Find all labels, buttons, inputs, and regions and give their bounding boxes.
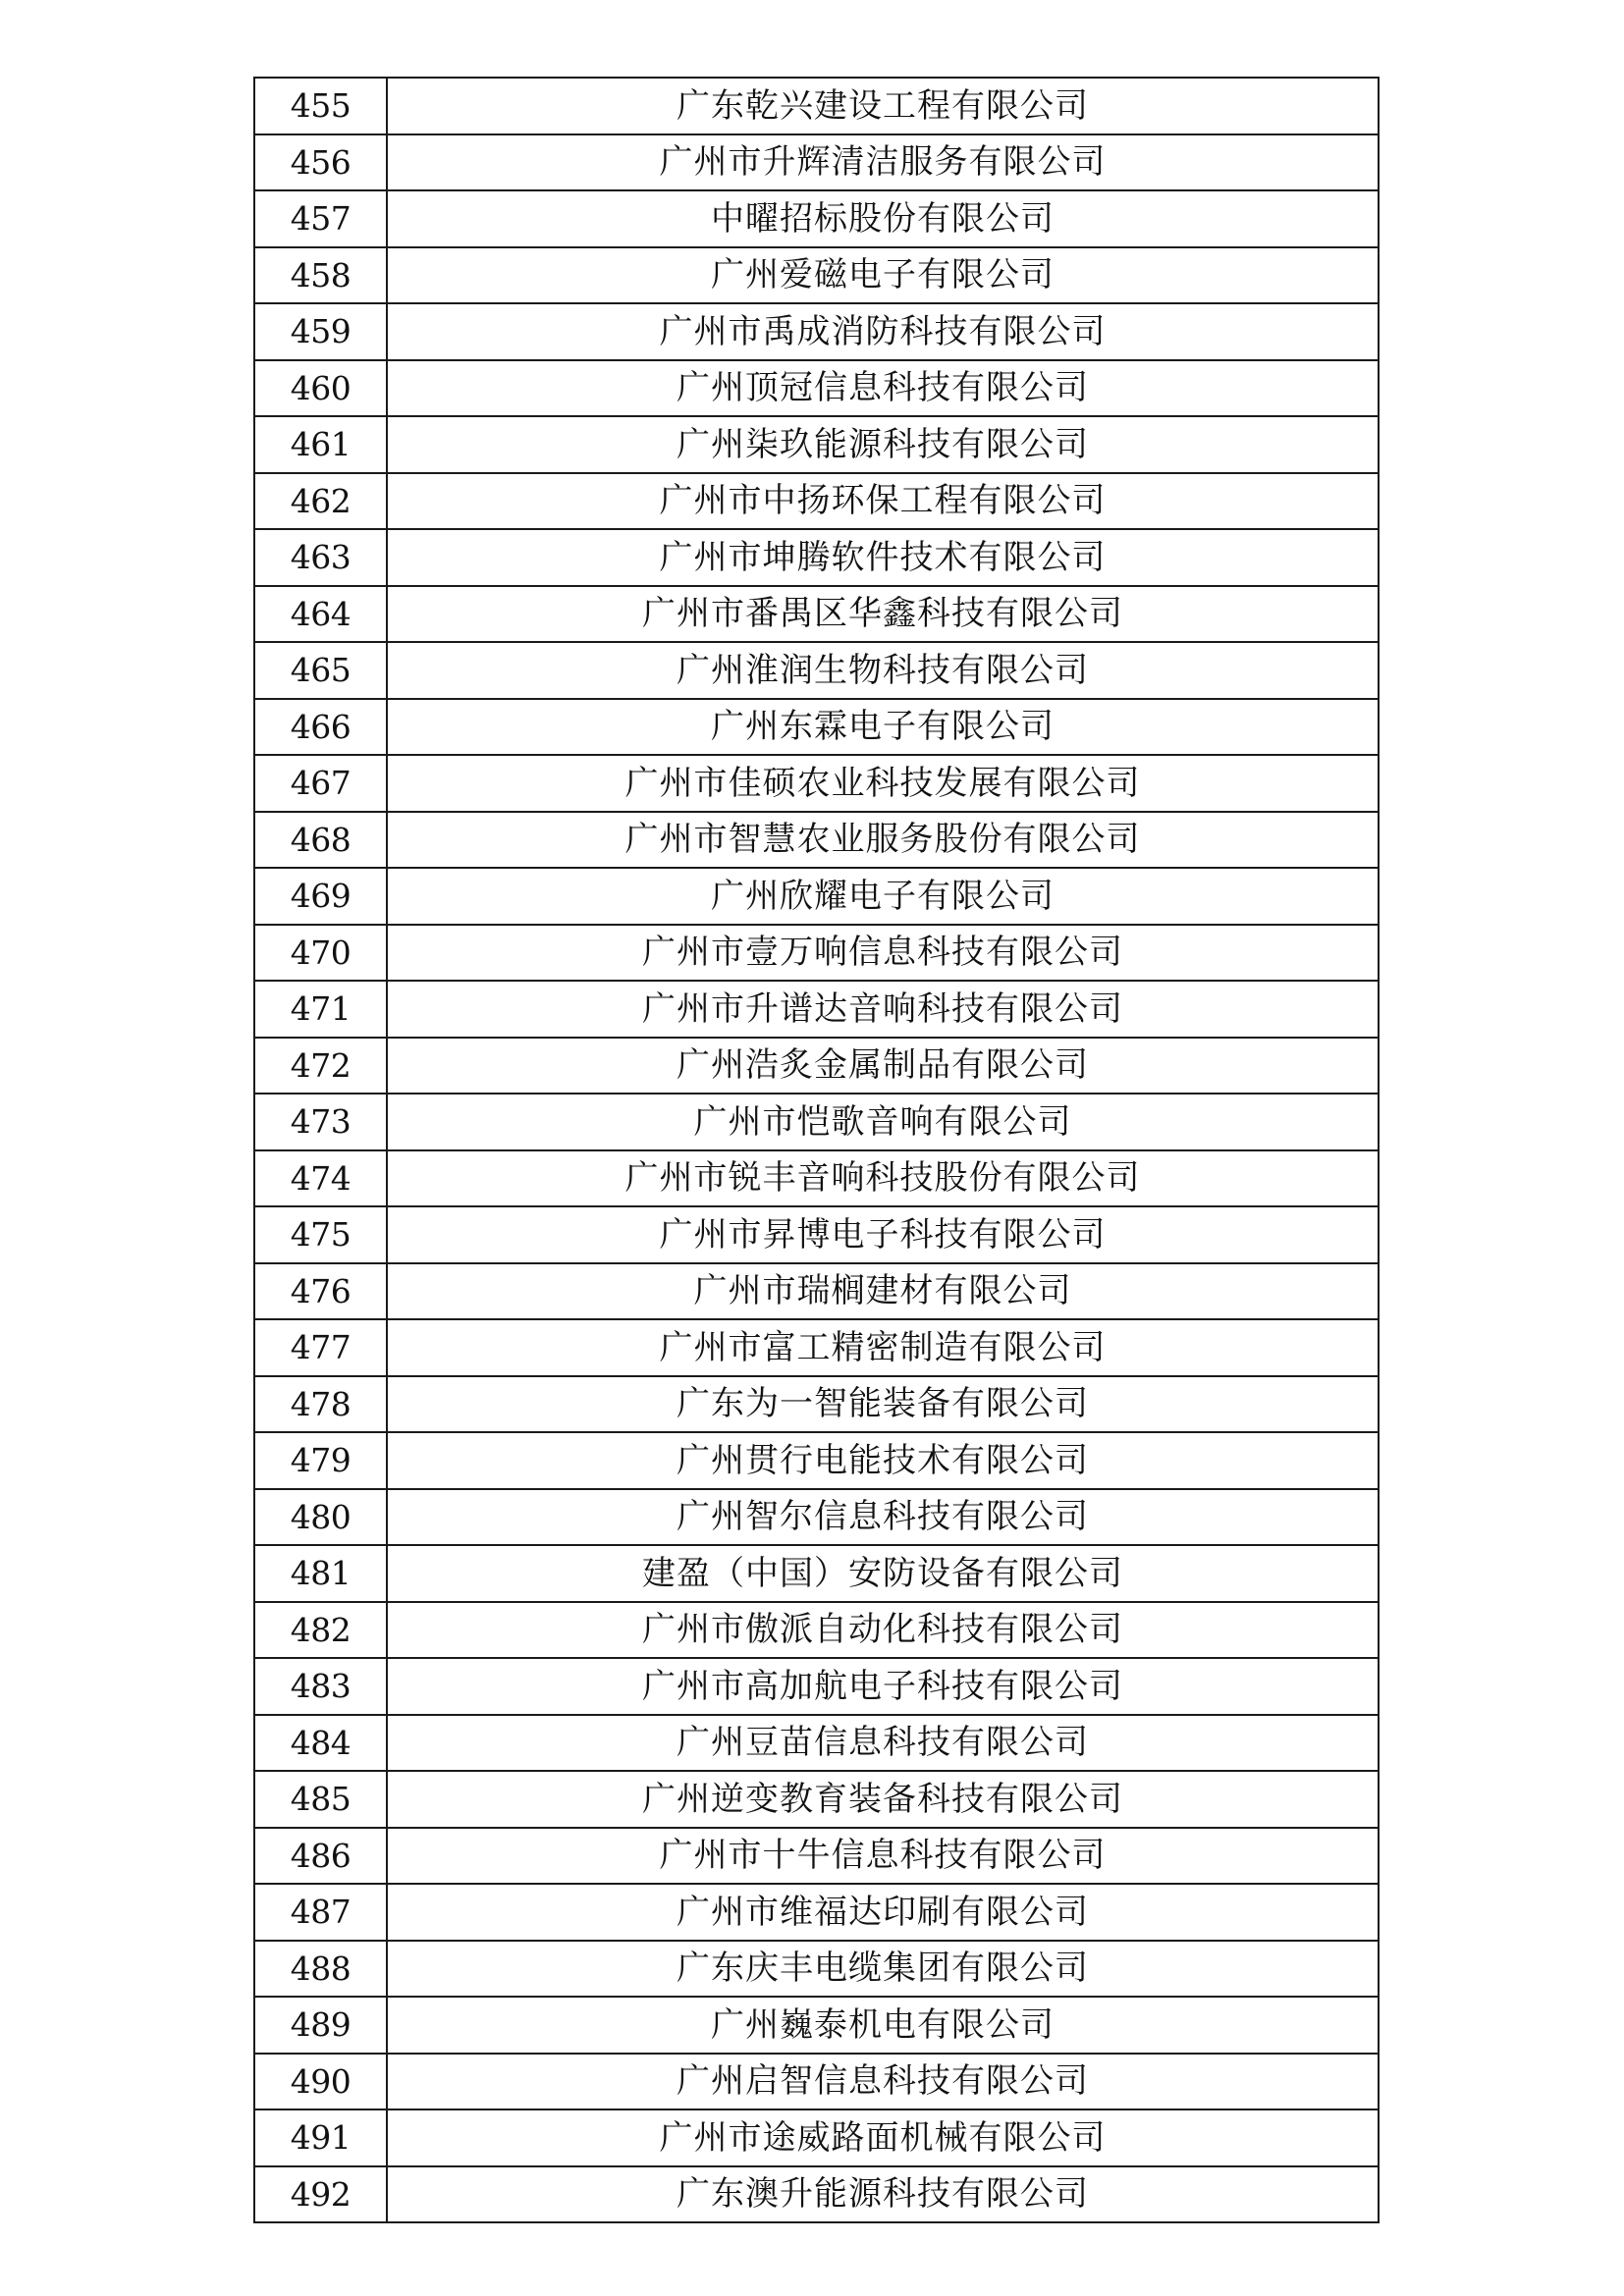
row-number-cell: 478 — [254, 1376, 387, 1433]
table-row — [254, 642, 1379, 699]
table-row — [254, 1884, 1379, 1941]
company-name-cell: 广州柒玖能源科技有限公司 — [387, 416, 1379, 473]
company-name-cell: 广东为一智能装备有限公司 — [387, 1376, 1379, 1433]
table-row — [254, 2109, 1379, 2166]
row-number-cell: 462 — [254, 473, 387, 530]
table-row — [254, 981, 1379, 1038]
company-list-table — [253, 77, 1380, 2223]
table-row — [254, 1545, 1379, 1602]
table-row — [254, 1094, 1379, 1150]
company-name-cell: 建盈（中国）安防设备有限公司 — [387, 1545, 1379, 1602]
table-row — [254, 586, 1379, 643]
company-name-cell: 广州市中扬环保工程有限公司 — [387, 473, 1379, 530]
table-row — [254, 1602, 1379, 1659]
row-number-cell: 464 — [254, 586, 387, 643]
table-row — [254, 1715, 1379, 1772]
table-row — [254, 1941, 1379, 1998]
company-name-cell: 广州市禹成消防科技有限公司 — [387, 303, 1379, 360]
row-number-cell: 492 — [254, 2166, 387, 2223]
row-number-cell: 485 — [254, 1771, 387, 1828]
company-name-cell: 广州爱磁电子有限公司 — [387, 247, 1379, 304]
table-row — [254, 1771, 1379, 1828]
row-number-cell: 465 — [254, 642, 387, 699]
table-row — [254, 473, 1379, 530]
row-number-cell: 477 — [254, 1319, 387, 1376]
company-name-cell: 广州市高加航电子科技有限公司 — [387, 1658, 1379, 1715]
row-number-cell: 467 — [254, 755, 387, 812]
company-list-body — [254, 78, 1379, 2222]
row-number-cell: 468 — [254, 812, 387, 869]
company-name-cell: 广州市佳硕农业科技发展有限公司 — [387, 755, 1379, 812]
company-name-cell: 广州市升辉清洁服务有限公司 — [387, 134, 1379, 191]
row-number-cell: 470 — [254, 925, 387, 982]
company-name-cell: 广州市升谱达音响科技有限公司 — [387, 981, 1379, 1038]
table-row — [254, 1376, 1379, 1433]
company-name-cell: 广州豆苗信息科技有限公司 — [387, 1715, 1379, 1772]
company-name-cell: 广州市富工精密制造有限公司 — [387, 1319, 1379, 1376]
row-number-cell: 482 — [254, 1602, 387, 1659]
company-name-cell: 广州市维福达印刷有限公司 — [387, 1884, 1379, 1941]
company-name-cell: 广州市番禺区华鑫科技有限公司 — [387, 586, 1379, 643]
row-number-cell: 480 — [254, 1489, 387, 1546]
row-number-cell: 483 — [254, 1658, 387, 1715]
table-row — [254, 1828, 1379, 1885]
company-name-cell: 广州逆变教育装备科技有限公司 — [387, 1771, 1379, 1828]
row-number-cell: 484 — [254, 1715, 387, 1772]
row-number-cell: 472 — [254, 1038, 387, 1095]
company-name-cell: 中曜招标股份有限公司 — [387, 190, 1379, 247]
row-number-cell: 466 — [254, 699, 387, 756]
table-row — [254, 190, 1379, 247]
company-name-cell: 广州市途威路面机械有限公司 — [387, 2109, 1379, 2166]
company-name-cell: 广州浩炙金属制品有限公司 — [387, 1038, 1379, 1095]
row-number-cell: 476 — [254, 1263, 387, 1320]
company-name-cell: 广州巍泰机电有限公司 — [387, 1997, 1379, 2054]
company-name-cell: 广州顶冠信息科技有限公司 — [387, 360, 1379, 417]
table-row — [254, 699, 1379, 756]
row-number-cell: 456 — [254, 134, 387, 191]
row-number-cell: 460 — [254, 360, 387, 417]
company-name-cell: 广州东霖电子有限公司 — [387, 699, 1379, 756]
table-row — [254, 360, 1379, 417]
company-name-cell: 广州市锐丰音响科技股份有限公司 — [387, 1150, 1379, 1207]
table-row — [254, 416, 1379, 473]
row-number-cell: 459 — [254, 303, 387, 360]
row-number-cell: 458 — [254, 247, 387, 304]
table-row — [254, 1658, 1379, 1715]
table-row — [254, 868, 1379, 925]
row-number-cell: 488 — [254, 1941, 387, 1998]
table-row — [254, 755, 1379, 812]
table-row — [254, 247, 1379, 304]
row-number-cell: 490 — [254, 2054, 387, 2110]
company-name-cell: 广州市瑞榈建材有限公司 — [387, 1263, 1379, 1320]
table-row — [254, 1206, 1379, 1263]
company-name-cell: 广州市昇博电子科技有限公司 — [387, 1206, 1379, 1263]
company-name-cell: 广州市傲派自动化科技有限公司 — [387, 1602, 1379, 1659]
row-number-cell: 486 — [254, 1828, 387, 1885]
company-name-cell: 广州智尔信息科技有限公司 — [387, 1489, 1379, 1546]
company-name-cell: 广州市恺歌音响有限公司 — [387, 1094, 1379, 1150]
company-name-cell: 广州市坤腾软件技术有限公司 — [387, 529, 1379, 586]
table-row — [254, 1319, 1379, 1376]
row-number-cell: 469 — [254, 868, 387, 925]
row-number-cell: 479 — [254, 1432, 387, 1489]
row-number-cell: 474 — [254, 1150, 387, 1207]
company-name-cell: 广州启智信息科技有限公司 — [387, 2054, 1379, 2110]
table-row — [254, 2166, 1379, 2223]
table-row — [254, 303, 1379, 360]
company-name-cell: 广州市壹万响信息科技有限公司 — [387, 925, 1379, 982]
table-row — [254, 134, 1379, 191]
row-number-cell: 471 — [254, 981, 387, 1038]
row-number-cell: 461 — [254, 416, 387, 473]
company-name-cell: 广州欣耀电子有限公司 — [387, 868, 1379, 925]
table-row — [254, 1997, 1379, 2054]
table-row — [254, 1432, 1379, 1489]
row-number-cell: 457 — [254, 190, 387, 247]
table-row — [254, 1038, 1379, 1095]
company-name-cell: 广州贯行电能技术有限公司 — [387, 1432, 1379, 1489]
table-row — [254, 529, 1379, 586]
table-row — [254, 78, 1379, 134]
table-row — [254, 2054, 1379, 2110]
table-row — [254, 925, 1379, 982]
company-name-cell: 广州淮润生物科技有限公司 — [387, 642, 1379, 699]
row-number-cell: 473 — [254, 1094, 387, 1150]
table-row — [254, 1489, 1379, 1546]
table-row — [254, 1263, 1379, 1320]
row-number-cell: 481 — [254, 1545, 387, 1602]
company-name-cell: 广东庆丰电缆集团有限公司 — [387, 1941, 1379, 1998]
company-name-cell: 广州市智慧农业服务股份有限公司 — [387, 812, 1379, 869]
row-number-cell: 463 — [254, 529, 387, 586]
company-name-cell: 广州市十牛信息科技有限公司 — [387, 1828, 1379, 1885]
row-number-cell: 487 — [254, 1884, 387, 1941]
company-name-cell: 广东乾兴建设工程有限公司 — [387, 78, 1379, 134]
row-number-cell: 455 — [254, 78, 387, 134]
table-row — [254, 1150, 1379, 1207]
row-number-cell: 489 — [254, 1997, 387, 2054]
table-row — [254, 812, 1379, 869]
company-name-cell: 广东澳升能源科技有限公司 — [387, 2166, 1379, 2223]
row-number-cell: 475 — [254, 1206, 387, 1263]
row-number-cell: 491 — [254, 2109, 387, 2166]
